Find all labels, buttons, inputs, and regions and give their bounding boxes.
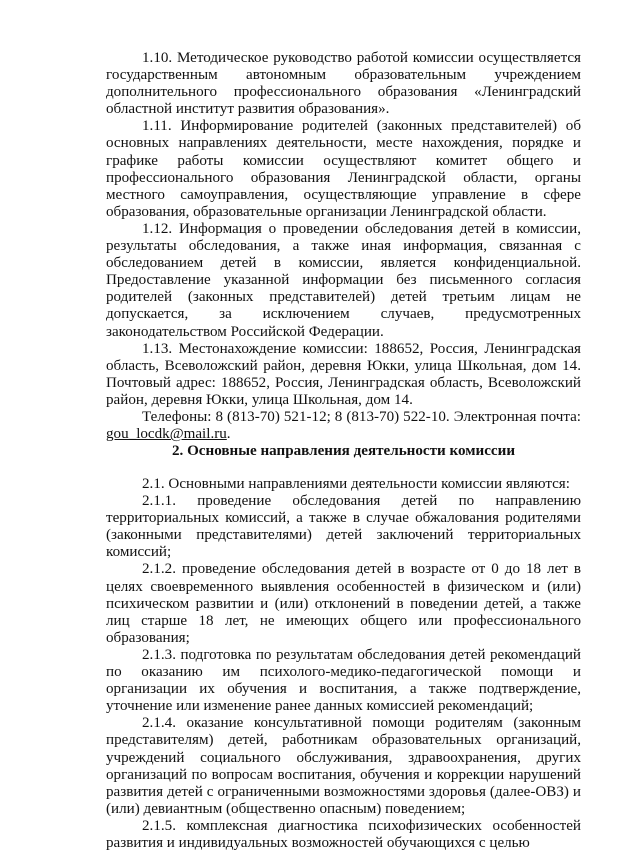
paragraph-2-1-3: 2.1.3. подготовка по результатам обследования детей рекомендаций по оказанию им психолого-медико-педагогической помощи и организации их обучения и воспитания, а также подтверждение, уточнение или изменение ранее данных комиссией рекомендаций; <box>106 646 581 715</box>
section-1-text <box>106 50 581 443</box>
paragraph-2-1: 2.1. Основными направлениями деятельности комиссии являются: <box>142 476 570 492</box>
phones-text: Телефоны: 8 (813-70) 521-12; 8 (813-70) 522-10. Электронная почта: <box>142 408 581 425</box>
email-link[interactable]: gou_locdk@mail.ru <box>106 426 227 443</box>
phones-tail: . <box>226 426 231 443</box>
paragraph-2-1-5: 2.1.5. комплексная диагностика психофизических особенностей развития и индивидуальных возможностей обучающихся с целью <box>106 817 581 851</box>
paragraph-1-12: 1.12. Информация о проведении обследования детей в комиссии, результаты обследования, а также иная информация, связанная с обследованием детей в комиссии, является конфиденциальной. Предоставление указанной информации без письменного согласия родителей (законных представителей) детей третьим лицам не допускается, за исключением случаев, предусмотренных законодательством Российской Федерации. <box>106 220 581 340</box>
paragraph-1-10: 1.10. Методическое руководство работой комиссии осуществляется государственным автономным образовательным учреждением дополнительного профессионального образования «Ленинградский областной институт развития образования». <box>106 50 581 118</box>
paragraph-phones <box>106 409 581 443</box>
paragraph-2-1-4: 2.1.4. оказание консультативной помощи родителям (законным представителям) детей, работникам образовательных организаций, учреждений социального обслуживания, здравоохранения, других организаций по вопросам воспитания, обучения и коррекции нарушений развития детей с ограниченными возможностями здоровья (далее-ОВЗ) и (или) девиантным (общественно опасным) поведением; <box>106 715 581 817</box>
paragraph-1-13: 1.13. Местонахождение комиссии: 188652, Россия, Ленинградская область, Всеволожский район, деревня Юкки, улица Школьная, дом 14. Почтовый адрес: 188652, Россия, Ленинградская область, Всеволожский район, деревня Юкки, улица Школьная, дом 14. <box>106 340 581 408</box>
section-2-heading: 2. Основные направления деятельности комиссии <box>171 443 516 459</box>
section-2-text <box>106 476 581 852</box>
paragraph-1-11: 1.11. Информирование родителей (законных представителей) об основных направлениях деятельности, месте нахождения, порядке и графике работы комиссии осуществляют комитет общего и профессионального образования Ленинградской области, органы местного самоуправления, осуществляющие управление в сфере образования, образовательные организации Ленинградской области. <box>106 118 581 220</box>
paragraph-2-1-1: 2.1.1. проведение обследования детей по направлению территориальных комиссий, а также в случае обжалования родителями (законными представителями) детей заключений территориальных комиссий; <box>106 493 581 561</box>
paragraph-2-1-2: 2.1.2. проведение обследования детей в возрасте от 0 до 18 лет в целях своевременного выявления особенностей в физическом и (или) психическом развитии и (или) отклонений в поведении детей, а также лиц старше 18 лет, не имеющих общего или профессионального образования; <box>106 561 581 646</box>
